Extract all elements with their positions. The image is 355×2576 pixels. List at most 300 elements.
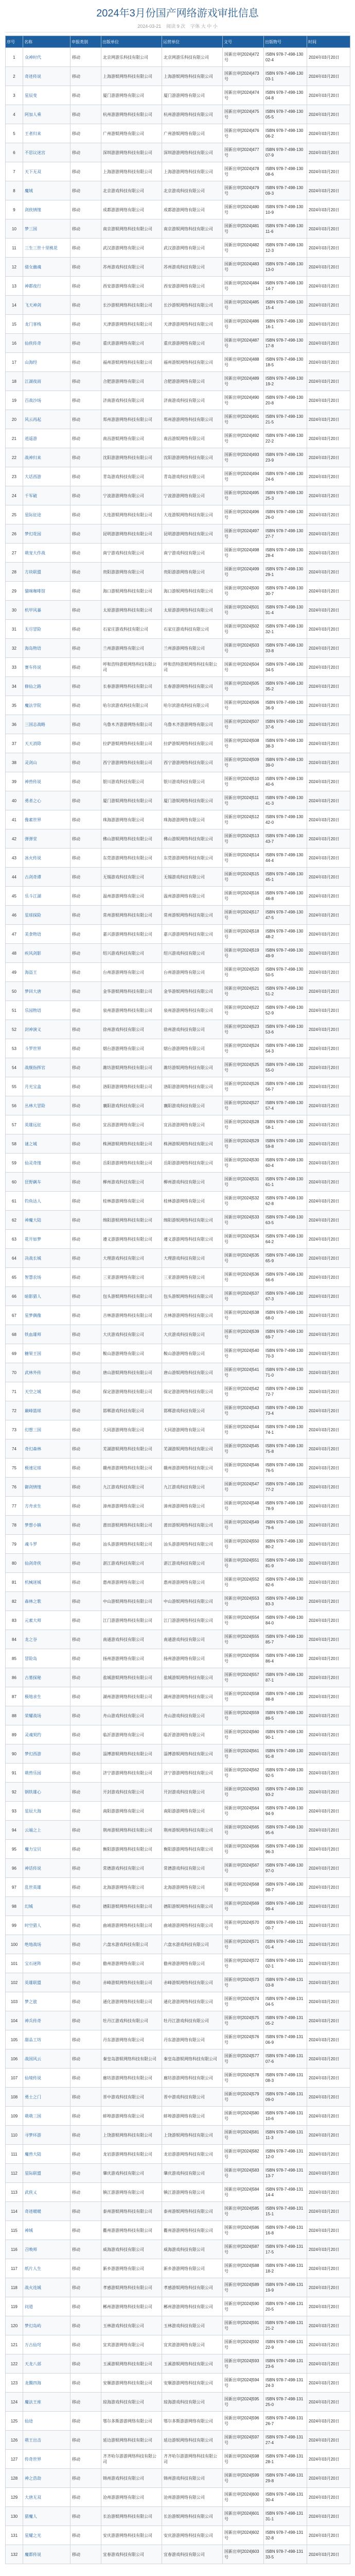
isbn: ISBN 978-7-498-13002-4 (264, 48, 307, 67)
row-index: 43 (6, 849, 23, 868)
declare-category: 移动 (70, 524, 101, 544)
operator: 衢州游游网络科技有限公司 (162, 2221, 223, 2240)
game-name: 奇迹传说 (23, 67, 70, 86)
declare-category: 移动 (70, 2069, 101, 2088)
operator: 株洲游娱网络科技有限公司 (162, 1134, 223, 1154)
isbn: ISBN 978-7-498-13107-6 (264, 2049, 307, 2069)
table-row (6, 677, 350, 696)
isbn: ISBN 978-7-498-13056-7 (264, 1077, 307, 1096)
declare-category: 移动 (70, 791, 101, 810)
table-row (6, 963, 350, 982)
operator: 苏州游戏科技有限公司 (162, 258, 223, 277)
approval-number: 国新出审[2024]512号 (223, 810, 264, 829)
publisher: 拉萨游娱网络科技有限公司 (101, 734, 162, 753)
publisher: 银川游戏科技有限公司 (101, 772, 162, 791)
declare-category: 移动 (70, 734, 101, 753)
publisher: 儋州游游网络有限公司 (101, 1954, 162, 1973)
table-row (6, 467, 350, 486)
approval-number: 国新出审[2024]514号 (223, 849, 264, 868)
publisher: 福州游娱网络科技有限公司 (101, 353, 162, 372)
game-name: 美食物语 (23, 925, 70, 944)
table-row (6, 2488, 350, 2507)
operator: 开封游戏科技有限公司 (162, 1783, 223, 1802)
isbn: ISBN 978-7-498-13110-6 (264, 2107, 307, 2126)
declare-category: 移动 (70, 2335, 101, 2354)
isbn: ISBN 978-7-498-13026-0 (264, 505, 307, 524)
table-row (6, 1840, 350, 1859)
publisher: 鞍山游游网络有限公司 (101, 1344, 162, 1363)
operator: 长治游娱网络科技有限公司 (162, 2507, 223, 2526)
approval-date: 2024年03月20日 (307, 239, 350, 258)
table-row (6, 315, 350, 334)
isbn: ISBN 978-7-498-13125-0 (264, 2393, 307, 2412)
table-row (6, 1649, 350, 1668)
publisher: 荆州游娱网络科技有限公司 (101, 1821, 162, 1840)
approval-date: 2024年03月20日 (307, 143, 350, 162)
row-index: 68 (6, 1325, 23, 1344)
operator: 南京游娱网络科技有限公司 (162, 219, 223, 239)
approval-number: 国新出审[2024]560号 (223, 1725, 264, 1744)
approval-number: 国新出审[2024]534号 (223, 1230, 264, 1249)
operator: 中山游娱网络科技有限公司 (162, 1592, 223, 1611)
isbn: ISBN 978-7-498-13006-2 (264, 124, 307, 143)
declare-category: 移动 (70, 2011, 101, 2030)
operator: 北京网游乐科技有限公司 (162, 48, 223, 67)
approval-date: 2024年03月20日 (307, 181, 350, 200)
approval-number: 国新出审[2024]489号 (223, 372, 264, 391)
table-row (6, 1401, 350, 1420)
isbn: ISBN 978-7-498-13035-2 (264, 677, 307, 696)
declare-category: 移动 (70, 2240, 101, 2259)
game-name: 战火连城 (23, 2278, 70, 2297)
isbn: ISBN 978-7-498-13103-8 (264, 1973, 307, 1992)
row-index: 27 (6, 544, 23, 563)
table-row (6, 1954, 350, 1973)
game-name: 神域 (23, 2221, 70, 2240)
game-name: 梦三国 (23, 219, 70, 239)
declare-category: 移动 (70, 353, 101, 372)
table-row (6, 1001, 350, 1020)
row-index: 1 (6, 48, 23, 67)
game-name: 甜品工坊 (23, 2030, 70, 2049)
approval-date: 2024年03月20日 (307, 1058, 350, 1077)
row-index: 128 (6, 2469, 23, 2488)
approval-date: 2024年03月20日 (307, 1611, 350, 1630)
isbn: ISBN 978-7-498-13064-2 (264, 1230, 307, 1249)
declare-category: 移动 (70, 486, 101, 505)
operator: 合肥游游网络有限公司 (162, 372, 223, 391)
publisher: 大理游戏科技有限公司 (101, 1249, 162, 1268)
isbn: ISBN 978-7-498-13081-9 (264, 1554, 307, 1573)
approval-number: 国新出审[2024]528号 (223, 1115, 264, 1134)
operator: 唐山游娱网络科技有限公司 (162, 1363, 223, 1382)
approval-date: 2024年03月20日 (307, 849, 350, 868)
table-row (6, 143, 350, 162)
isbn: ISBN 978-7-498-13076-5 (264, 1459, 307, 1478)
row-index: 41 (6, 810, 23, 829)
declare-category: 移动 (70, 1020, 101, 1039)
approval-number: 国新出审[2024]494号 (223, 467, 264, 486)
declare-category: 移动 (70, 1535, 101, 1554)
publisher: 常州游娱网络科技有限公司 (101, 906, 162, 925)
isbn: ISBN 978-7-498-13051-2 (264, 982, 307, 1001)
approval-number: 国新出审[2024]526号 (223, 1077, 264, 1096)
row-index: 127 (6, 2450, 23, 2469)
operator: 杭州游游网络科技有限公司 (162, 105, 223, 124)
publisher: 桂林游游网络有限公司 (101, 1192, 162, 1211)
isbn: ISBN 978-7-498-13091-8 (264, 1744, 307, 1764)
operator: 龙岩游游网络科技有限公司 (162, 2145, 223, 2164)
approval-number: 国新出审[2024]536号 (223, 1268, 264, 1287)
table-row (6, 601, 350, 620)
declare-category: 移动 (70, 753, 101, 772)
approval-number: 国新出审[2024]547号 (223, 1478, 264, 1497)
game-name: 仙途 (23, 2412, 70, 2431)
isbn: ISBN 978-7-498-13100-7 (264, 1916, 307, 1935)
row-index: 109 (6, 2107, 23, 2126)
approval-number: 国新出审[2024]524号 (223, 1039, 264, 1058)
approval-number: 国新出审[2024]541号 (223, 1363, 264, 1382)
game-name: 梦想小镇 (23, 1516, 70, 1535)
publisher: 金华游娱网络科技有限公司 (101, 982, 162, 1001)
approval-number: 国新出审[2024]555号 (223, 1630, 264, 1649)
declare-category: 移动 (70, 1192, 101, 1211)
operator: 乌鲁木齐游游网络有限公司 (162, 715, 223, 734)
game-name: 龙之谷 (23, 1630, 70, 1649)
row-index: 120 (6, 2316, 23, 2335)
publisher: 开封游戏科技有限公司 (101, 1783, 162, 1802)
row-index: 90 (6, 1744, 23, 1764)
game-name: 山海经 (23, 353, 70, 372)
operator: 厦门游游网络有限公司 (162, 86, 223, 105)
table-row (6, 277, 350, 296)
row-index: 76 (6, 1478, 23, 1497)
approval-date: 2024年03月20日 (307, 2202, 350, 2221)
row-index: 51 (6, 1001, 23, 1020)
publisher: 潍坊游娱网络科技有限公司 (101, 1058, 162, 1077)
game-name: 萌兽乐园 (23, 1764, 70, 1783)
isbn: ISBN 978-7-498-13071-0 (264, 1363, 307, 1382)
operator: 哈尔滨游戏科技有限公司 (162, 696, 223, 715)
isbn: ISBN 978-7-498-13014-7 (264, 277, 307, 296)
declare-category: 移动 (70, 105, 101, 124)
approval-number: 国新出审[2024]575号 (223, 2011, 264, 2030)
operator: 湖州游游网络科技有限公司 (162, 1687, 223, 1706)
operator: 儋州游游网络有限公司 (162, 1954, 223, 1973)
publisher: 兰州游游网络有限公司 (101, 639, 162, 658)
approval-date: 2024年03月20日 (307, 353, 350, 372)
approval-date: 2024年03月20日 (307, 2030, 350, 2049)
operator: 福州游娱网络科技有限公司 (162, 353, 223, 372)
approval-number: 国新出审[2024]499号 (223, 563, 264, 582)
approval-date: 2024年03月20日 (307, 1325, 350, 1344)
operator: 扬州游游网络有限公司 (162, 1649, 223, 1668)
publisher: 长治游娱网络科技有限公司 (101, 2507, 162, 2526)
row-index: 64 (6, 1249, 23, 1268)
operator: 大理游戏科技有限公司 (162, 1249, 223, 1268)
row-index: 54 (6, 1058, 23, 1077)
approval-date: 2024年03月20日 (307, 1687, 350, 1706)
publisher: 昆明游游网络科技有限公司 (101, 524, 162, 544)
table-row (6, 2069, 350, 2088)
isbn: ISBN 978-7-498-13062-8 (264, 1192, 307, 1211)
approval-date: 2024年03月20日 (307, 715, 350, 734)
declare-category: 移动 (70, 2030, 101, 2049)
game-name: 萌萌三国 (23, 2107, 70, 2126)
operator: 长春游游网络科技有限公司 (162, 677, 223, 696)
table-row (6, 829, 350, 849)
approval-date: 2024年03月20日 (307, 486, 350, 505)
publisher: 泉州游游网络科技有限公司 (101, 1001, 162, 1020)
row-index: 107 (6, 2069, 23, 2088)
operator: 鄂尔多斯游游网络有限公司 (162, 2412, 223, 2431)
approval-date: 2024年03月20日 (307, 505, 350, 524)
table-row (6, 1459, 350, 1478)
row-index: 45 (6, 887, 23, 906)
approval-date: 2024年03月20日 (307, 2126, 350, 2145)
declare-category: 移动 (70, 1077, 101, 1096)
declare-category: 移动 (70, 1497, 101, 1516)
approval-number: 国新出审[2024]516号 (223, 887, 264, 906)
operator: 镇江游游网络有限公司 (162, 2183, 223, 2202)
declare-category: 移动 (70, 1687, 101, 1706)
game-name: 梦之旅 (23, 1992, 70, 2011)
game-name: 百战沙场 (23, 391, 70, 410)
operator: 襄阳游戏科技有限公司 (162, 1096, 223, 1115)
approval-number: 国新出审[2024]521号 (223, 982, 264, 1001)
approval-number: 国新出审[2024]546号 (223, 1459, 264, 1478)
declare-category: 移动 (70, 391, 101, 410)
table-row (6, 1802, 350, 1821)
table-row (6, 810, 350, 829)
publisher: 北京网游乐科技有限公司 (101, 48, 162, 67)
declare-category: 移动 (70, 2431, 101, 2450)
row-index: 92 (6, 1783, 23, 1802)
operator: 宜宾游游网络有限公司 (162, 2335, 223, 2354)
operator: 舟山游戏科技有限公司 (162, 1706, 223, 1725)
isbn: ISBN 978-7-498-13084-0 (264, 1611, 307, 1630)
operator: 银川游戏科技有限公司 (162, 772, 223, 791)
table-row (6, 1878, 350, 1897)
declare-category: 移动 (70, 963, 101, 982)
operator: 威海游戏科技有限公司 (162, 2240, 223, 2259)
operator: 桂林游游网络有限公司 (162, 1192, 223, 1211)
isbn: ISBN 978-7-498-13109-0 (264, 2088, 307, 2107)
approval-number: 国新出审[2024]571号 (223, 1935, 264, 1954)
operator: 廊坊游游网络科技有限公司 (162, 2069, 223, 2088)
operator: 芜湖游娱网络科技有限公司 (162, 1439, 223, 1459)
approval-date: 2024年03月20日 (307, 944, 350, 963)
operator: 九江游戏科技有限公司 (162, 1478, 223, 1497)
table-row (6, 1382, 350, 1401)
isbn: ISBN 978-7-498-13114-4 (264, 2183, 307, 2202)
publisher: 盐城游娱网络科技有限公司 (101, 1668, 162, 1687)
approval-date: 2024年03月20日 (307, 258, 350, 277)
row-index: 81 (6, 1573, 23, 1592)
table-row (6, 1973, 350, 1992)
approval-date: 2024年03月20日 (307, 563, 350, 582)
publisher: 广州游娱网络有限公司 (101, 124, 162, 143)
operator: 太原游游网络科技有限公司 (162, 601, 223, 620)
approval-date: 2024年03月20日 (307, 1878, 350, 1897)
approval-number: 国新出审[2024]590号 (223, 2297, 264, 2316)
operator: 湛江游戏科技有限公司 (162, 1554, 223, 1573)
isbn: ISBN 978-7-498-13075-8 (264, 1439, 307, 1459)
approval-number: 国新出审[2024]596号 (223, 2412, 264, 2431)
declare-category: 移动 (70, 2202, 101, 2221)
declare-category: 移动 (70, 944, 101, 963)
game-name: 英雄联盟 (23, 1973, 70, 1992)
row-index: 65 (6, 1268, 23, 1287)
declare-category: 移动 (70, 143, 101, 162)
game-name: 星际征途 (23, 505, 70, 524)
operator: 宁波游游网络有限公司 (162, 486, 223, 505)
game-name: 乐斗江湖 (23, 887, 70, 906)
row-index: 38 (6, 753, 23, 772)
declare-category: 移动 (70, 925, 101, 944)
game-name: 乱世英雄 (23, 1878, 70, 1897)
publisher: 晋中游戏科技有限公司 (101, 2088, 162, 2107)
table-row (6, 1554, 350, 1573)
publisher: 哈尔滨游戏科技有限公司 (101, 696, 162, 715)
operator: 北海游游网络有限公司 (162, 1878, 223, 1897)
approval-number: 国新出审[2024]572号 (223, 1954, 264, 1973)
isbn: ISBN 978-7-498-13073-4 (264, 1401, 307, 1420)
isbn-header: 出版物号 (264, 36, 307, 48)
operator: 蚌埠游游网络有限公司 (162, 2107, 223, 2126)
row-index: 93 (6, 1802, 23, 1821)
publisher: 太原游游网络科技有限公司 (101, 601, 162, 620)
approval-number: 国新出审[2024]586号 (223, 2221, 264, 2240)
row-index: 86 (6, 1668, 23, 1687)
approval-number: 国新出审[2024]545号 (223, 1439, 264, 1459)
approval-number: 国新出审[2024]603号 (223, 2545, 264, 2564)
declare-category: 移动 (70, 829, 101, 849)
table-row (6, 658, 350, 677)
declare-category: 移动 (70, 86, 101, 105)
game-name: 星球探险 (23, 906, 70, 925)
game-name: 万古仙穹 (23, 2335, 70, 2354)
approval-date: 2024年03月20日 (307, 162, 350, 181)
table-row (6, 1744, 350, 1764)
declare-category: 移动 (70, 658, 101, 677)
approval-number: 国新出审[2024]523号 (223, 1020, 264, 1039)
approval-date: 2024年03月20日 (307, 2412, 350, 2431)
game-name: 神之浩劫 (23, 2469, 70, 2488)
declare-category: 移动 (70, 1935, 101, 1954)
table-row (6, 2354, 350, 2374)
approval-date: 2024年03月20日 (307, 810, 350, 829)
table-row (6, 2335, 350, 2354)
declare-category: 移动 (70, 124, 101, 143)
table-row (6, 334, 350, 353)
isbn: ISBN 978-7-498-13015-4 (264, 296, 307, 315)
approval-number: 国新出审[2024]529号 (223, 1134, 264, 1154)
table-row (6, 86, 350, 105)
game-name: 梦幻花园 (23, 524, 70, 544)
table-row (6, 1173, 350, 1192)
publisher: 无锡游戏科技有限公司 (101, 868, 162, 887)
isbn: ISBN 978-7-498-13085-7 (264, 1630, 307, 1649)
isbn: ISBN 978-7-498-13053-6 (264, 1020, 307, 1039)
declare-category: 移动 (70, 1897, 101, 1916)
isbn: ISBN 978-7-498-13070-3 (264, 1344, 307, 1363)
declare-category: 移动 (70, 448, 101, 467)
isbn: ISBN 978-7-498-13005-5 (264, 105, 307, 124)
operator: 泰州游娱网络科技有限公司 (162, 2202, 223, 2221)
publisher: 柳州游戏科技有限公司 (101, 1173, 162, 1192)
declare-category: 移动 (70, 1154, 101, 1173)
approval-number: 国新出审[2024]498号 (223, 544, 264, 563)
approval-no-header: 文号 (223, 36, 264, 48)
table-row (6, 2126, 350, 2145)
declare-category: 移动 (70, 2088, 101, 2107)
publisher: 肇庆游戏科技有限公司 (101, 2164, 162, 2183)
table-row (6, 1611, 350, 1630)
approval-number: 国新出审[2024]487号 (223, 334, 264, 353)
approval-number: 国新出审[2024]587号 (223, 2240, 264, 2259)
declare-category: 移动 (70, 467, 101, 486)
table-row (6, 734, 350, 753)
table-row (6, 1630, 350, 1649)
declare-category: 移动 (70, 1249, 101, 1268)
approval-number: 国新出审[2024]549号 (223, 1516, 264, 1535)
publisher: 宜春游戏科技有限公司 (101, 2545, 162, 2564)
table-row (6, 2030, 350, 2049)
row-index: 47 (6, 925, 23, 944)
approval-date: 2024年03月20日 (307, 410, 350, 429)
approval-date: 2024年03月20日 (307, 1725, 350, 1744)
publisher: 临沂游游网络有限公司 (101, 1725, 162, 1744)
publisher: 龙岩游游网络科技有限公司 (101, 2145, 162, 2164)
publisher: 延边游娱网络科技有限公司 (101, 2431, 162, 2450)
publisher: 烟台游游网络有限公司 (101, 1039, 162, 1058)
publisher: 武汉游游网络有限公司 (101, 239, 162, 258)
declare-category: 移动 (70, 2545, 101, 2564)
publisher: 沧州游游网络有限公司 (101, 2488, 162, 2507)
table-row (6, 67, 350, 86)
table-row (6, 353, 350, 372)
operator: 孝感游娱网络科技有限公司 (162, 2278, 223, 2297)
approval-date: 2024年03月20日 (307, 772, 350, 791)
font-size-options[interactable]: 大 中 小 (201, 24, 218, 29)
approval-date: 2024年03月20日 (307, 1573, 350, 1592)
operator: 西宁游游网络科技有限公司 (162, 753, 223, 772)
operator: 东莞游游网络科技有限公司 (162, 849, 223, 868)
table-row (6, 1249, 350, 1268)
table-row (6, 2507, 350, 2526)
operator: 琼海游戏科技有限公司 (162, 2393, 223, 2412)
approval-date: 2024年03月20日 (307, 1268, 350, 1287)
declare-category: 移动 (70, 1764, 101, 1783)
table-row (6, 982, 350, 1001)
operator: 岳阳游游网络科技有限公司 (162, 1154, 223, 1173)
table-header-row (6, 36, 350, 48)
game-name: 三生三世十里桃花 (23, 239, 70, 258)
approval-number: 国新出审[2024]557号 (223, 1668, 264, 1687)
approval-date: 2024年03月20日 (307, 1344, 350, 1363)
table-row (6, 429, 350, 448)
row-index: 116 (6, 2240, 23, 2259)
declare-category: 移动 (70, 1592, 101, 1611)
row-index: 66 (6, 1287, 23, 1306)
publisher: 长沙游娱网络科技有限公司 (101, 296, 162, 315)
font-size-control[interactable] (190, 21, 218, 32)
operator: 惠州游游网络有限公司 (162, 1573, 223, 1592)
operator: 常州游娱网络科技有限公司 (162, 906, 223, 925)
approval-number: 国新出审[2024]582号 (223, 2145, 264, 2164)
isbn: ISBN 978-7-498-13065-9 (264, 1249, 307, 1268)
